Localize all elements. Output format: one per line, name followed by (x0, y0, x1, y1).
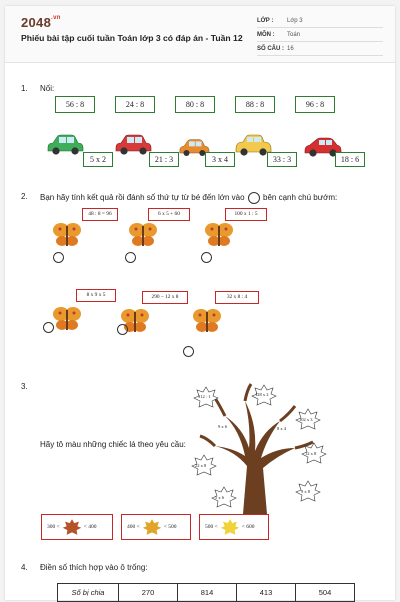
butterfly-icon (203, 220, 235, 252)
meta-info (257, 14, 383, 56)
leaf-color-box: 500 < < 600 (199, 514, 269, 540)
tree-leaf-label: 9 x 8 (301, 489, 310, 494)
tree-leaf-label: 5 x 6 (215, 495, 224, 500)
worksheet-title: Phiếu bài tập cuối tuần Toán lớp 3 có đáp án - Tuần 12 (21, 33, 243, 43)
worksheet-page (5, 6, 395, 600)
q3-number: 3. (21, 382, 28, 391)
q2-number: 2. (21, 192, 28, 201)
q4-number: 4. (21, 563, 28, 572)
maple-leaf-icon (62, 517, 82, 537)
tree-leaf-label: 128 x 2 (255, 392, 269, 397)
q1-number: 1. (21, 84, 28, 93)
q1-text: Nối: (40, 84, 55, 93)
meta-row-count: SỐ CÂU : 16 (257, 42, 383, 56)
q1-bottom-box: 33 : 3 (267, 152, 297, 167)
butterfly-tag: 8 x 9 x 5 (76, 289, 116, 302)
butterfly-icon (191, 306, 223, 338)
answer-circle[interactable] (43, 322, 54, 333)
q1-top-box: 24 : 8 (115, 96, 155, 113)
tree-leaf-label: 102 x 3 (299, 417, 313, 422)
answer-circle[interactable] (53, 252, 64, 263)
table-cell: 504 (296, 584, 355, 602)
q1-top-box: 80 : 8 (175, 96, 215, 113)
q1-top-box: 88 : 8 (235, 96, 275, 113)
butterfly-tag: 100 x 1 : 5 (225, 208, 267, 221)
q4-text: Điền số thích hợp vào ô trống: (40, 563, 148, 572)
q1-bottom-box: 21 : 3 (149, 152, 179, 167)
answer-circle[interactable] (117, 324, 128, 335)
q3-text: Hãy tô màu những chiếc lá theo yêu cầu: (40, 440, 186, 449)
leaf-color-box: 300 < < 400 (41, 514, 113, 540)
butterfly-icon (127, 220, 159, 252)
q1-bottom-box: 3 x 4 (205, 152, 235, 167)
site-logo[interactable]: $2048^{.vn}$ (21, 15, 61, 30)
maple-leaf-icon (220, 517, 240, 537)
table-cell: 270 (119, 584, 178, 602)
tree-leaf-label: 312 : 1 (198, 394, 211, 399)
tree-leaf-label: 22 x 8 (195, 463, 207, 468)
page-header (5, 6, 395, 63)
answer-circle[interactable] (125, 252, 136, 263)
butterfly-tag: 32 x 8 : 4 (215, 291, 259, 304)
car-icon (45, 133, 85, 157)
maple-leaf-icon (142, 517, 162, 537)
butterfly-tag: 290 – 12 x 8 (142, 291, 188, 304)
tree-leaf-label: 8 x 4 (277, 426, 286, 431)
meta-row-class: LỚP : Lớp 3 (257, 14, 383, 28)
answer-circle-icon (248, 192, 260, 204)
butterfly-icon (51, 304, 83, 336)
q1-bottom-box: 18 : 6 (335, 152, 365, 167)
meta-row-subject: MÔN : Toán (257, 28, 383, 42)
leaf-color-box: 400 < < 500 (121, 514, 191, 540)
q1-top-box: 56 : 8 (55, 96, 95, 113)
car-icon (113, 133, 153, 157)
table-cell: 814 (178, 584, 237, 602)
q1-top-box: 96 : 8 (295, 96, 335, 113)
table-cell: 413 (237, 584, 296, 602)
answer-circle[interactable] (201, 252, 212, 263)
tree-leaf-label: 12 x 8 (305, 451, 317, 456)
butterfly-tag: 48 : 8 = 96 (82, 208, 118, 221)
row-label-cell: Số bị chia (58, 584, 119, 602)
butterfly-icon (51, 220, 83, 252)
division-table (57, 583, 355, 602)
q2-text: Bạn hãy tính kết quả rồi đánh số thứ tự từ bé đến lớn vào bên cạnh chú bướm: (40, 193, 338, 203)
tree-leaf-label: 9 x 6 (218, 424, 227, 429)
table-row (58, 584, 355, 602)
q1-bottom-box: 5 x 2 (83, 152, 113, 167)
answer-circle[interactable] (183, 346, 194, 357)
butterfly-tag: 6 x 5 + 60 (148, 208, 190, 221)
